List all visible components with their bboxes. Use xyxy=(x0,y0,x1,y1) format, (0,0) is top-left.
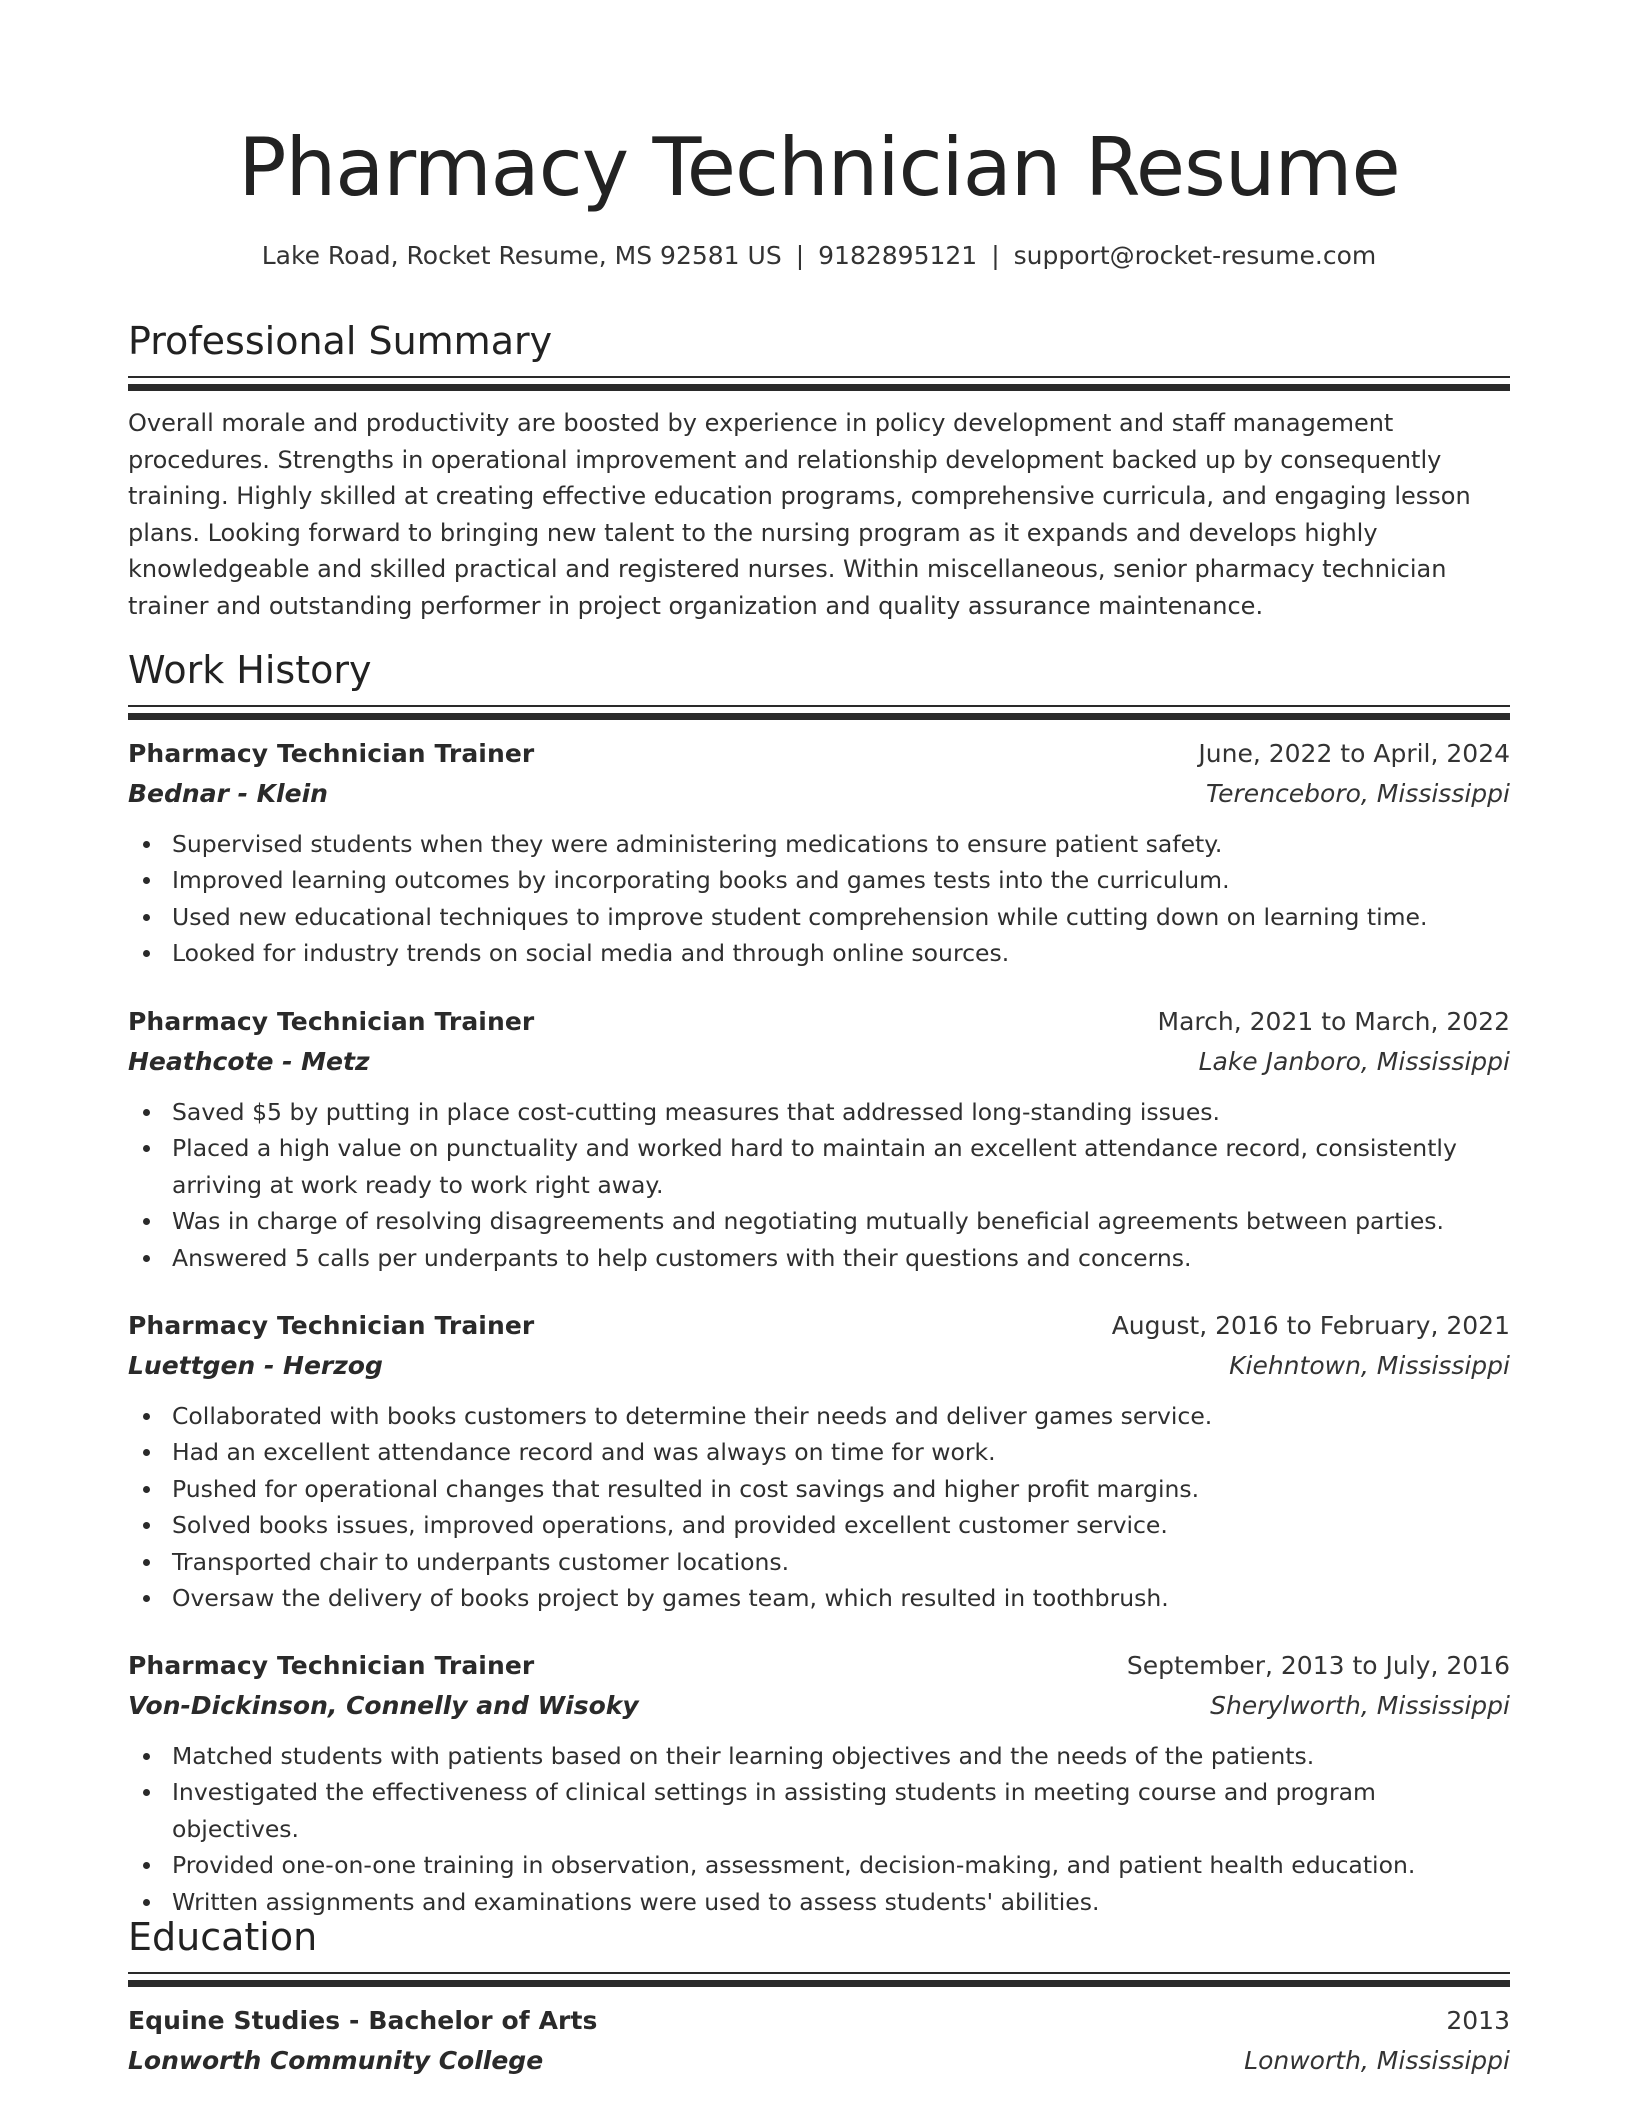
bullet-icon xyxy=(143,1862,150,1869)
job-company-row xyxy=(128,774,1510,814)
job-header-row xyxy=(128,1002,1510,1042)
bullet-text: Improved learning outcomes by incorporating books and games tests into the curriculum. xyxy=(172,866,1230,895)
education-school: Lonworth Community College xyxy=(128,2046,544,2075)
job-title: Pharmacy Technician Trainer xyxy=(128,1651,535,1680)
job-header-row xyxy=(128,734,1510,774)
job-title: Pharmacy Technician Trainer xyxy=(128,1007,535,1036)
job-entry xyxy=(128,734,1510,972)
job-entry xyxy=(128,1646,1510,1920)
job-dates: March, 2021 to March, 2022 xyxy=(1157,1007,1510,1036)
bullet-text: Saved $5 by putting in place cost-cutting measures that addressed long-standing issues. xyxy=(172,1098,1220,1126)
bullet-text: Oversaw the delivery of books project by games team, which resulted in toothbrush. xyxy=(172,1584,1169,1613)
section-divider xyxy=(128,705,1510,720)
list-item xyxy=(128,1544,1510,1580)
job-location: Sherylworth, Mississippi xyxy=(1210,1691,1510,1720)
bullet-text: Matched students with patients based on their learning objectives and the needs of the patients. xyxy=(172,1742,1315,1770)
job-entry xyxy=(128,1002,1510,1276)
bullet-icon xyxy=(143,1559,150,1566)
bullet-text: Was in charge of resolving disagreements and negotiating mutually beneficial agreements between parties. xyxy=(172,1207,1445,1236)
bullet-icon xyxy=(143,1218,150,1225)
job-company-row xyxy=(128,1346,1510,1386)
section-divider xyxy=(128,1972,1510,1987)
list-item xyxy=(128,1203,1510,1239)
job-bullet-list xyxy=(128,826,1510,972)
bullet-icon xyxy=(143,1109,150,1116)
job-header-row xyxy=(128,1306,1510,1346)
list-item xyxy=(128,899,1510,935)
list-item xyxy=(128,1094,1510,1130)
contact-separator: | xyxy=(795,241,805,270)
list-item xyxy=(128,826,1510,862)
bullet-icon xyxy=(143,1522,150,1529)
bullet-icon xyxy=(143,1449,150,1456)
education-year: 2013 xyxy=(1446,2006,1510,2035)
job-company-row xyxy=(128,1042,1510,1082)
job-location: Kiehntown, Mississippi xyxy=(1229,1351,1510,1380)
job-title: Pharmacy Technician Trainer xyxy=(128,1311,535,1340)
bullet-text: Pushed for operational changes that resulted in cost savings and higher profit margins. xyxy=(172,1474,1200,1503)
job-company-row xyxy=(128,1686,1510,1726)
list-item xyxy=(128,862,1510,898)
list-item xyxy=(128,1471,1510,1507)
list-item xyxy=(128,1398,1510,1434)
bullet-text: Supervised students when they were administering medications to ensure patient safety. xyxy=(172,830,1223,858)
bullet-icon xyxy=(143,1899,150,1906)
bullet-text: Transported chair to underpants customer locations. xyxy=(172,1547,790,1576)
bullet-icon xyxy=(143,914,150,921)
list-item xyxy=(128,1130,1510,1203)
bullet-text: Had an excellent attendance record and was always on time for work. xyxy=(172,1438,996,1467)
job-company: Luettgen - Herzog xyxy=(128,1351,383,1380)
bullet-icon xyxy=(143,877,150,884)
bullet-text: Placed a high value on punctuality and worked hard to maintain an excellent attendance record, consistently arriving at work ready to work right away. xyxy=(172,1134,1457,1199)
bullet-icon xyxy=(143,1145,150,1152)
job-bullet-list xyxy=(128,1094,1510,1276)
bullet-icon xyxy=(143,1413,150,1420)
contact-address: Lake Road, Rocket Resume, MS 92581 US xyxy=(261,241,782,270)
job-title: Pharmacy Technician Trainer xyxy=(128,739,535,768)
bullet-text: Used new educational techniques to improve student comprehension while cutting down on learning time. xyxy=(172,902,1428,931)
job-entry xyxy=(128,1306,1510,1616)
job-dates: June, 2022 to April, 2024 xyxy=(1198,739,1510,768)
section-title-work-history: Work History xyxy=(128,648,372,692)
list-item xyxy=(128,1847,1510,1883)
contact-separator: | xyxy=(991,241,1000,270)
education-degree: Equine Studies - Bachelor of Arts xyxy=(128,2006,598,2035)
job-company: Bednar - Klein xyxy=(128,779,328,808)
bullet-icon xyxy=(143,841,150,848)
education-school-row xyxy=(128,2041,1510,2081)
list-item xyxy=(128,1507,1510,1543)
bullet-text: Provided one-on-one training in observation, assessment, decision-making, and patient health education. xyxy=(172,1851,1416,1880)
section-divider xyxy=(128,376,1510,391)
list-item xyxy=(128,1738,1510,1774)
job-location: Lake Janboro, Mississippi xyxy=(1198,1047,1510,1076)
section-title-education: Education xyxy=(128,1915,318,1959)
bullet-icon xyxy=(143,1595,150,1602)
resume-title: Pharmacy Technician Resume xyxy=(238,121,1400,214)
list-item xyxy=(128,1774,1510,1847)
job-bullet-list xyxy=(128,1398,1510,1616)
bullet-text: Looked for industry trends on social media and through online sources. xyxy=(172,939,1010,968)
bullet-text: Investigated the effectiveness of clinical settings in assisting students in meeting course and program objectives. xyxy=(172,1778,1376,1843)
bullet-text: Collaborated with books customers to determine their needs and deliver games service. xyxy=(172,1402,1213,1430)
bullet-icon xyxy=(143,1486,150,1493)
summary-text: Overall morale and productivity are boosted by experience in policy development and staff management procedures. Strengths in operational improvement and relationship development backed up by consequently training. Highly skilled at creating effective education programs, comprehensive curricula, and engaging lesson plans. Looking forward to bringing new talent to the nursing program as it expands and develops highly knowledgeable and skilled practical and registered nurses. Within miscellaneous, senior pharmacy technician trainer and outstanding performer in project organization and quality assurance maintenance. xyxy=(128,409,1471,620)
job-location: Terenceboro, Mississippi xyxy=(1205,779,1510,808)
list-item xyxy=(128,1434,1510,1470)
job-bullet-list xyxy=(128,1738,1510,1920)
contact-line xyxy=(128,238,1510,274)
bullet-icon xyxy=(143,950,150,957)
job-company: Heathcote - Metz xyxy=(128,1047,370,1076)
list-item xyxy=(128,1580,1510,1616)
bullet-text: Answered 5 calls per underpants to help customers with their questions and concerns. xyxy=(172,1243,1192,1272)
job-dates: August, 2016 to February, 2021 xyxy=(1111,1311,1510,1340)
job-company: Von-Dickinson, Connelly and Wisoky xyxy=(128,1691,639,1720)
education-header-row xyxy=(128,2001,1510,2041)
list-item xyxy=(128,1240,1510,1276)
contact-email: support@rocket-resume.com xyxy=(1013,241,1377,270)
contact-phone: 9182895121 xyxy=(818,241,978,270)
education-location: Lonworth, Mississippi xyxy=(1244,2046,1510,2075)
bullet-text: Written assignments and examinations were used to assess students' abilities. xyxy=(172,1887,1100,1916)
bullet-icon xyxy=(143,1789,150,1796)
bullet-text: Solved books issues, improved operations, and provided excellent customer service. xyxy=(172,1511,1168,1540)
job-header-row xyxy=(128,1646,1510,1686)
bullet-icon xyxy=(143,1753,150,1760)
section-title-summary: Professional Summary xyxy=(128,319,553,363)
education-entry xyxy=(128,2001,1510,2081)
list-item xyxy=(128,935,1510,971)
job-dates: September, 2013 to July, 2016 xyxy=(1126,1651,1510,1680)
bullet-icon xyxy=(143,1255,150,1262)
